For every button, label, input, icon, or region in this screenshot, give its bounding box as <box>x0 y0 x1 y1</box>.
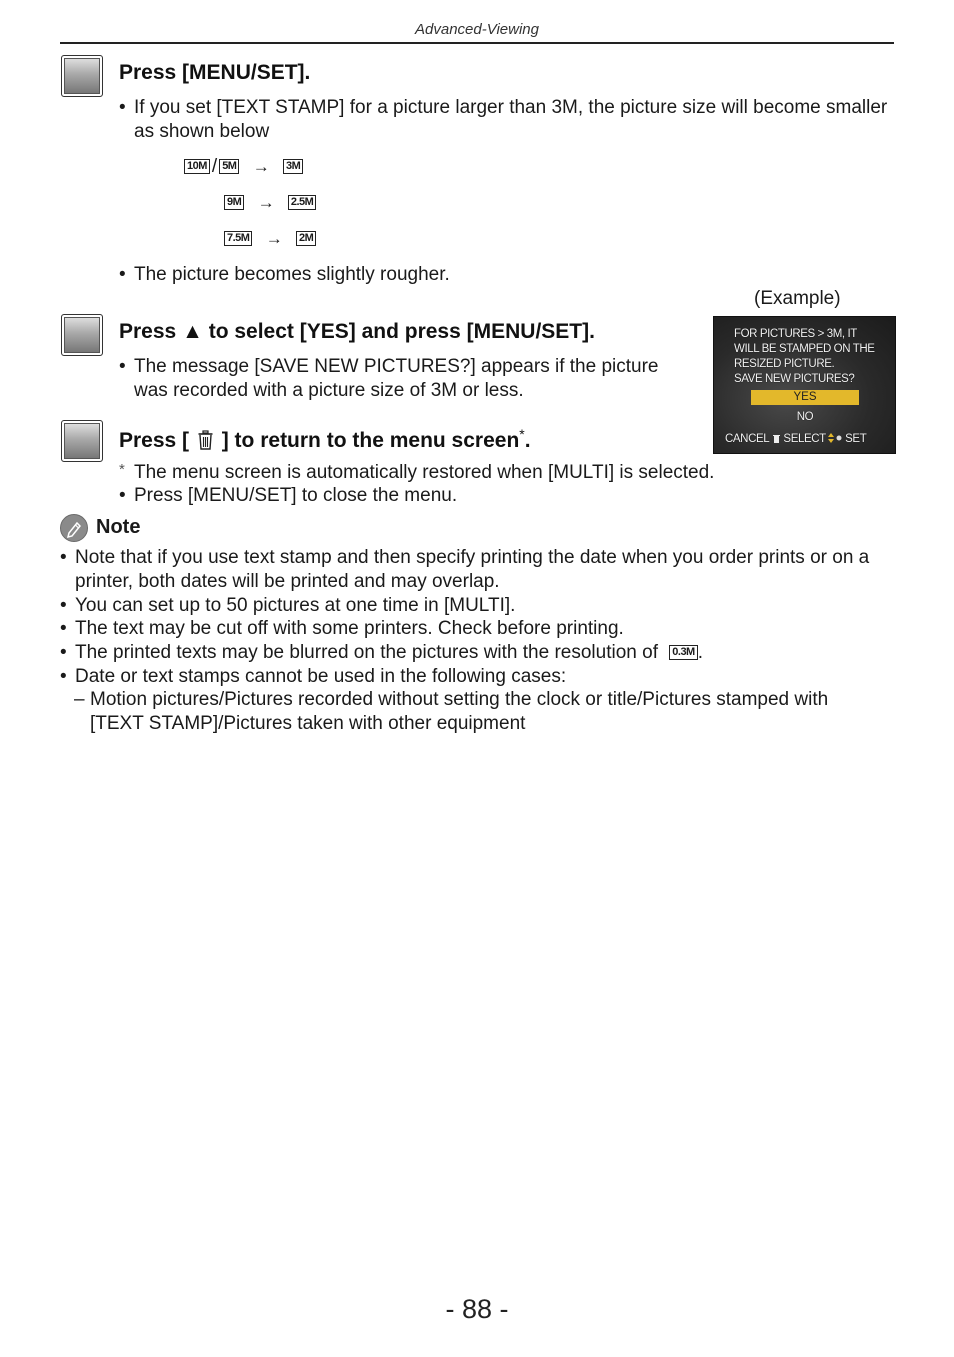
screen-select-label: SELECT <box>783 433 826 445</box>
bullet-text: You can set up to 50 pictures at one time in [MULTI]. <box>75 595 516 616</box>
step-3-marker <box>61 420 103 462</box>
size-separator: / <box>211 156 218 177</box>
size-5m-icon: 5M <box>219 159 239 174</box>
pencil-glyph <box>61 515 87 541</box>
header-rule <box>60 42 894 44</box>
size-conversion-row-3 <box>224 228 316 250</box>
bullet-text: The message [SAVE NEW PICTURES?] appears if the picture was recorded with a picture size of 3M or less. <box>134 356 659 401</box>
note-bullet-3 <box>60 617 893 641</box>
note-case-1 <box>74 688 880 735</box>
bullet-mark: • <box>60 666 67 687</box>
bullet-mark: • <box>119 356 126 377</box>
pencil-icon <box>60 514 88 542</box>
screen-cancel-label: CANCEL <box>725 433 769 445</box>
screen-line-2: WILL BE STAMPED ON THE <box>734 343 875 355</box>
step-2-title <box>119 320 595 344</box>
size-7-5m-icon: 7.5M <box>224 231 252 246</box>
size-conversion-row-2 <box>224 192 316 214</box>
example-camera-screen <box>713 316 896 454</box>
size-9m-icon: 9M <box>224 195 244 210</box>
right-arrow-icon: → <box>265 228 283 248</box>
bullet-text: If you set [TEXT STAMP] for a picture larger than 3M, the picture size will become smaller as shown below <box>134 97 888 142</box>
bullet-text: Note that if you use text stamp and then specify printing the date when you order prints or on a printer, both dates will be printed and may overlap. <box>75 547 870 592</box>
right-arrow-icon: → <box>252 156 270 176</box>
step-1-title: Press [MENU/SET]. <box>119 61 311 84</box>
bullet-mark: • <box>119 485 126 506</box>
bullet-mark: • <box>119 264 126 285</box>
page-header-title: Advanced-Viewing <box>415 21 539 38</box>
step-3-title-prefix: Press [ <box>119 429 190 452</box>
bullet-text: Press [MENU/SET] to close the menu. <box>134 485 458 506</box>
step-3-title <box>119 426 531 453</box>
note-bullet-5 <box>60 665 893 689</box>
size-10m-icon: 10M <box>184 159 210 174</box>
dash-mark: – <box>74 689 85 710</box>
case-text: Motion pictures/Pictures recorded without setting the clock or title/Pictures stamped with [TEXT STAMP]/Pictures taken with other equipment <box>90 689 829 734</box>
bullet-mark: • <box>119 97 126 118</box>
bullet-mark: • <box>60 595 67 616</box>
step-3-title-suffix: ] to return to the menu screen <box>221 429 520 452</box>
bullet-end: . <box>697 642 704 663</box>
step-3-bullet-1 <box>119 484 894 508</box>
screen-updown-icon <box>828 433 842 443</box>
bullet-mark: • <box>60 547 67 568</box>
up-triangle-icon: ▲ <box>182 320 203 343</box>
step-2-marker <box>61 314 103 356</box>
footnote-text: The menu screen is automatically restored when [MULTI] is selected. <box>134 462 715 483</box>
size-2m-icon: 2M <box>296 231 316 246</box>
screen-set-label: SET <box>845 433 867 445</box>
example-caption: (Example) <box>754 288 841 309</box>
note-bullet-1 <box>60 546 893 593</box>
footnote-marker: * <box>519 426 525 442</box>
screen-line-1: FOR PICTURES > 3M, IT <box>734 328 857 340</box>
size-conversion-row-1 <box>184 156 303 178</box>
size-3m-icon: 3M <box>283 159 303 174</box>
bullet-text: The printed texts may be blurred on the pictures with the resolution of <box>75 642 658 663</box>
step-1-bullet-2 <box>119 263 734 287</box>
step-1-bullet-1 <box>119 96 894 143</box>
step-2-title-suffix: to select [YES] and press [MENU/SET]. <box>208 320 595 343</box>
step-2-title-prefix: Press <box>119 320 177 343</box>
footnote-marker: * <box>119 461 125 478</box>
screen-line-4: SAVE NEW PICTURES? <box>734 373 855 385</box>
note-bullet-2 <box>60 594 893 618</box>
screen-footer <box>725 432 866 447</box>
bullet-mark: • <box>60 618 67 639</box>
screen-yes-option: YES <box>751 390 859 405</box>
step-2-bullet-1 <box>119 355 674 402</box>
bullet-mark: • <box>60 642 67 663</box>
screen-line-3: RESIZED PICTURE. <box>734 358 835 370</box>
note-bullet-4 <box>60 641 893 665</box>
size-0-3m-icon: 0.3M <box>669 645 697 660</box>
bullet-text: The picture becomes slightly rougher. <box>134 264 450 285</box>
size-2-5m-icon: 2.5M <box>288 195 316 210</box>
step-1-marker <box>61 55 103 97</box>
step-3-title-end: . <box>524 429 531 452</box>
page-number: - 88 - <box>445 1294 509 1324</box>
note-title: Note <box>96 516 141 538</box>
screen-no-option: NO <box>796 411 814 423</box>
step-3-footnote <box>119 461 894 485</box>
trash-icon <box>197 430 214 450</box>
right-arrow-icon: → <box>257 192 275 212</box>
bullet-text: The text may be cut off with some printers. Check before printing. <box>75 618 624 639</box>
bullet-text: Date or text stamps cannot be used in the following cases: <box>75 666 567 687</box>
screen-trash-icon <box>772 433 781 443</box>
